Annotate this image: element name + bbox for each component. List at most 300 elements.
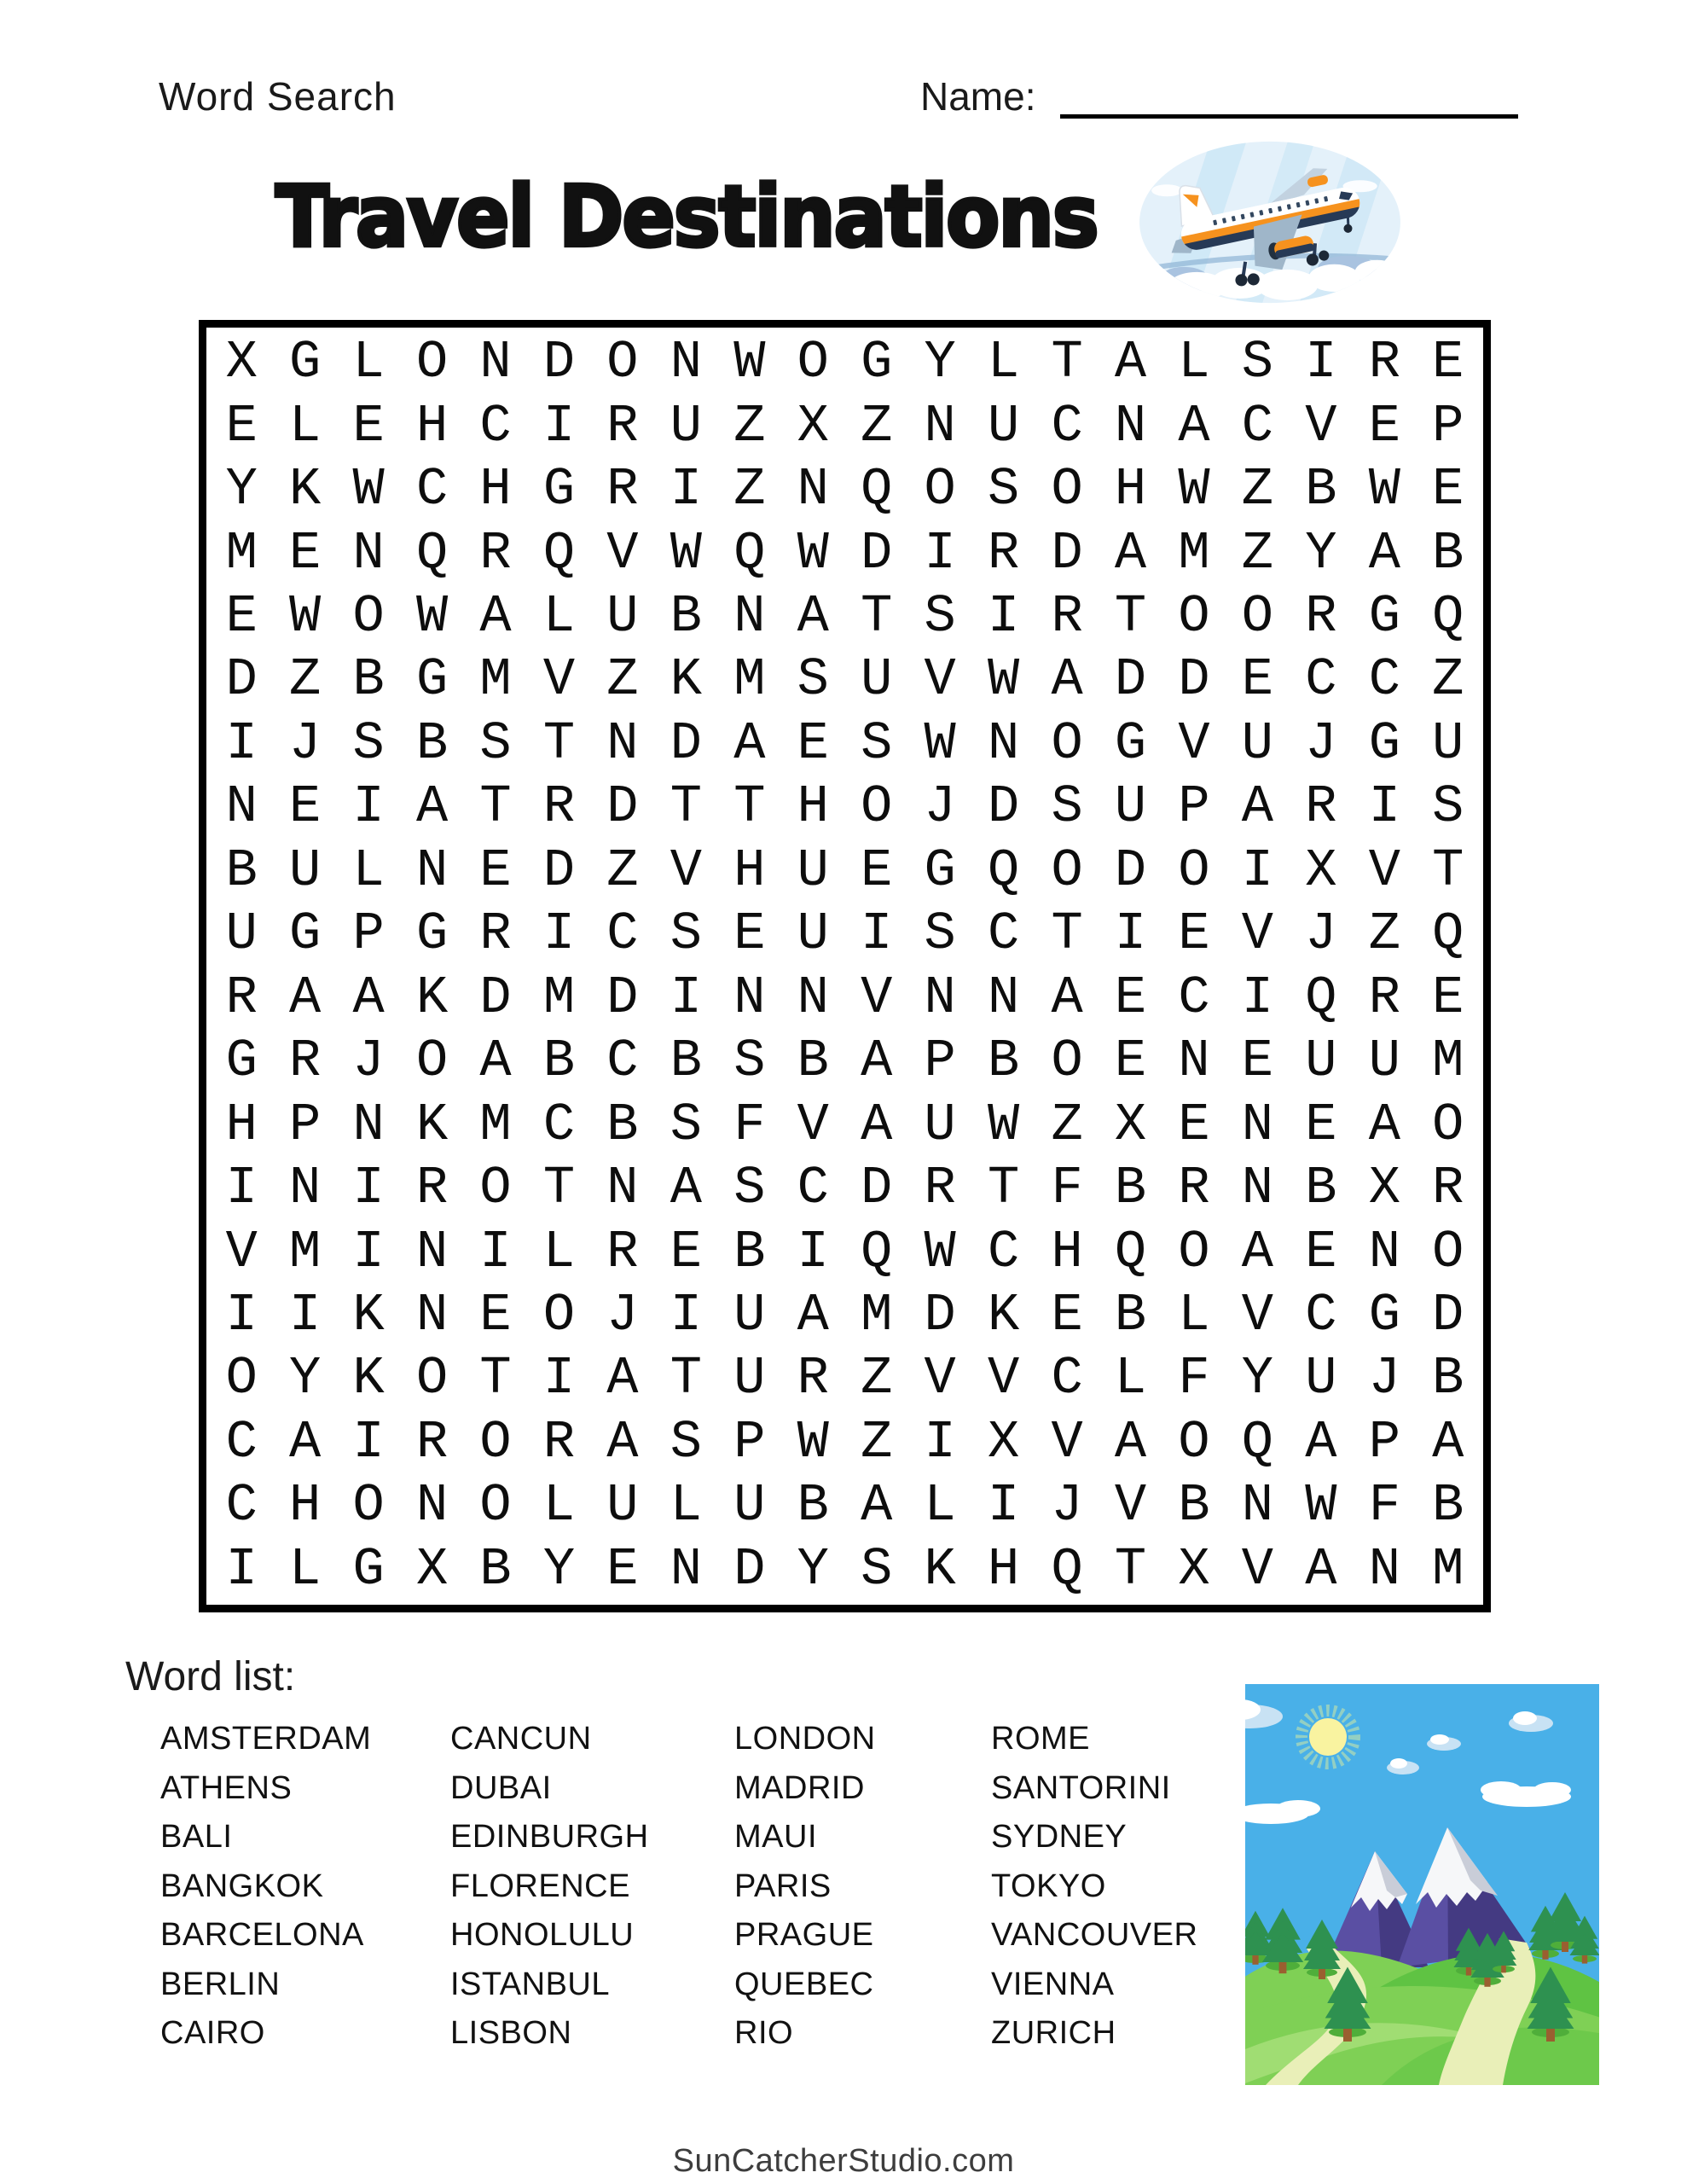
grid-cell: A	[1114, 522, 1147, 584]
word-list-item: PARIS	[734, 1867, 832, 1904]
grid-cell: Z	[606, 839, 639, 901]
word-list-item: ZURICH	[991, 2015, 1116, 2052]
grid-cell: Q	[1432, 586, 1464, 648]
grid-cell: M	[1432, 1031, 1464, 1092]
grid-cell: T	[670, 776, 702, 838]
grid-cell: A	[1114, 332, 1147, 393]
grid-cell: Q	[988, 839, 1020, 901]
grid-cell: W	[988, 1094, 1020, 1155]
grid-cell: I	[542, 903, 576, 965]
grid-cell: C	[1051, 1348, 1083, 1409]
grid-cell: B	[415, 712, 449, 774]
grid-cell: Z	[861, 1348, 893, 1409]
grid-cell: T	[1051, 332, 1083, 393]
grid-cell: T	[670, 1348, 702, 1409]
grid-cell: M	[542, 967, 576, 1028]
grid-cell: E	[670, 1221, 702, 1282]
grid-cell: G	[415, 903, 449, 965]
grid-cell: B	[1432, 1348, 1464, 1409]
grid-cell: M	[479, 1094, 512, 1155]
grid-cell: H	[289, 1475, 322, 1536]
grid-cell: Q	[415, 522, 449, 584]
grid-cell: D	[988, 776, 1020, 838]
grid-cell: J	[289, 712, 322, 774]
grid-cell: O	[415, 1348, 449, 1409]
grid-cell: O	[1241, 586, 1274, 648]
grid-cell: W	[1305, 1475, 1337, 1536]
grid-cell: I	[352, 1158, 385, 1219]
grid-cell: C	[988, 903, 1020, 965]
grid-cell: O	[924, 459, 956, 520]
word-list-item: QUEBEC	[734, 1966, 874, 2002]
grid-cell: V	[1114, 1475, 1147, 1536]
grid-cell: Q	[733, 522, 766, 584]
grid-cell: V	[924, 1348, 956, 1409]
grid-cell: D	[733, 1538, 766, 1600]
grid-cell: J	[352, 1031, 385, 1092]
grid-cell: Z	[1051, 1094, 1083, 1155]
grid-cell: D	[1114, 839, 1147, 901]
grid-cell: E	[352, 395, 385, 456]
grid-cell: E	[1305, 1221, 1337, 1282]
grid-cell: N	[733, 586, 766, 648]
grid-cell: N	[1241, 1475, 1274, 1536]
grid-cell: E	[1305, 1094, 1337, 1155]
grid-cell: O	[352, 1475, 385, 1536]
grid-cell: T	[988, 1158, 1020, 1219]
grid-cell: R	[415, 1411, 449, 1472]
grid-cell: W	[797, 522, 829, 584]
grid-cell: Y	[924, 332, 956, 393]
grid-cell: H	[479, 459, 512, 520]
grid-cell: E	[479, 839, 512, 901]
grid-cell: I	[1368, 776, 1400, 838]
grid-cell: S	[1432, 776, 1464, 838]
grid-cell: O	[415, 332, 449, 393]
grid-cell: X	[415, 1538, 449, 1600]
grid-cell: U	[988, 395, 1020, 456]
grid-cell: T	[733, 776, 766, 838]
grid-cell: V	[542, 649, 576, 711]
grid-cell: I	[542, 1348, 576, 1409]
grid-cell: A	[797, 586, 829, 648]
grid-cell: X	[988, 1411, 1020, 1472]
grid-cell: N	[415, 839, 449, 901]
grid-cell: L	[289, 1538, 322, 1600]
grid-cell: U	[1368, 1031, 1400, 1092]
grid-cell: Z	[1368, 903, 1400, 965]
grid-cell: U	[1305, 1348, 1337, 1409]
grid-cell: T	[1114, 586, 1147, 648]
grid-cell: R	[1178, 1158, 1210, 1219]
grid-cell: Z	[733, 459, 766, 520]
grid-cell: E	[289, 776, 322, 838]
grid-cell: A	[1432, 1411, 1464, 1472]
grid-cell: C	[1305, 1284, 1337, 1345]
word-list-item: PRAGUE	[734, 1917, 874, 1954]
grid-cell: C	[542, 1094, 576, 1155]
grid-cell: Q	[542, 522, 576, 584]
grid-cell: E	[1051, 1284, 1083, 1345]
word-list-item: BARCELONA	[160, 1917, 364, 1954]
grid-cell: C	[225, 1475, 258, 1536]
grid-cell: R	[225, 967, 258, 1028]
grid-cell: F	[1178, 1348, 1210, 1409]
grid-cell: T	[542, 712, 576, 774]
grid-cell: A	[797, 1284, 829, 1345]
grid-cell: E	[225, 586, 258, 648]
grid-cell: L	[924, 1475, 956, 1536]
grid-cell: Z	[861, 1411, 893, 1472]
grid-cell: A	[1051, 649, 1083, 711]
grid-cell: G	[1368, 586, 1400, 648]
grid-cell: I	[352, 1411, 385, 1472]
grid-cell: Q	[1432, 903, 1464, 965]
word-list-item: SYDNEY	[991, 1819, 1128, 1856]
grid-cell: G	[861, 332, 893, 393]
word-list-column-3	[734, 1715, 876, 2059]
grid-cell: O	[1051, 1031, 1083, 1092]
grid-cell: N	[988, 967, 1020, 1028]
grid-cell: Z	[606, 649, 639, 711]
grid-cell: U	[1432, 712, 1464, 774]
grid-cell: C	[606, 903, 639, 965]
grid-cell: T	[479, 776, 512, 838]
grid-cell: L	[1178, 332, 1210, 393]
grid-cell: C	[1241, 395, 1274, 456]
grid-cell: S	[797, 649, 829, 711]
grid-cell: H	[1114, 459, 1147, 520]
grid-cell: K	[352, 1348, 385, 1409]
grid-cell: X	[1114, 1094, 1147, 1155]
word-list-item: AMSTERDAM	[160, 1721, 372, 1757]
grid-cell: Q	[1305, 967, 1337, 1028]
grid-cell: O	[479, 1411, 512, 1472]
grid-cell: N	[1178, 1031, 1210, 1092]
grid-cell: O	[1432, 1221, 1464, 1282]
word-list-item: SANTORINI	[991, 1769, 1171, 1806]
grid-cell: L	[352, 839, 385, 901]
grid-cell: X	[1305, 839, 1337, 901]
grid-cell: N	[1241, 1094, 1274, 1155]
grid-cell: I	[797, 1221, 829, 1282]
grid-cell: F	[1368, 1475, 1400, 1536]
grid-cell: A	[289, 1411, 322, 1472]
grid-cell: U	[225, 903, 258, 965]
grid-cell: B	[1114, 1284, 1147, 1345]
grid-cell: U	[733, 1475, 766, 1536]
grid-cell: I	[542, 395, 576, 456]
grid-cell: D	[225, 649, 258, 711]
grid-cell: R	[1432, 1158, 1464, 1219]
grid-cell: S	[733, 1031, 766, 1092]
grid-cell: M	[225, 522, 258, 584]
grid-cell: O	[606, 332, 639, 393]
grid-cell: Y	[797, 1538, 829, 1600]
grid-cell: V	[1241, 1538, 1274, 1600]
grid-cell: D	[1432, 1284, 1464, 1345]
grid-cell: I	[225, 1284, 258, 1345]
grid-cell: N	[289, 1158, 322, 1219]
grid-cell: T	[861, 586, 893, 648]
grid-cell: W	[924, 712, 956, 774]
grid-cell: Y	[542, 1538, 576, 1600]
grid-cell: D	[606, 776, 639, 838]
grid-cell: S	[733, 1158, 766, 1219]
grid-cell: E	[733, 903, 766, 965]
grid-cell: V	[1241, 903, 1274, 965]
word-list-item: HONOLULU	[450, 1917, 635, 1954]
grid-cell: E	[861, 839, 893, 901]
grid-cell: W	[289, 586, 322, 648]
grid-cell: S	[352, 712, 385, 774]
grid-cell: K	[415, 967, 449, 1028]
grid-cell: A	[1305, 1538, 1337, 1600]
grid-cell: I	[352, 1221, 385, 1282]
grid-cell: A	[479, 1031, 512, 1092]
grid-cell: G	[924, 839, 956, 901]
grid-cell: W	[797, 1411, 829, 1472]
grid-cell: A	[670, 1158, 702, 1219]
grid-cell: U	[670, 395, 702, 456]
grid-cell: J	[1305, 712, 1337, 774]
grid-cell: N	[670, 332, 702, 393]
grid-cell: A	[1368, 1094, 1400, 1155]
grid-cell: H	[415, 395, 449, 456]
word-list-item: TOKYO	[991, 1867, 1106, 1904]
airplane-illustration	[1133, 138, 1407, 307]
grid-cell: N	[415, 1475, 449, 1536]
grid-cell: S	[670, 1094, 702, 1155]
word-list-item: LISBON	[450, 2015, 572, 2052]
word-list-item: CAIRO	[160, 2015, 265, 2052]
puzzle-title: Travel Destinations	[275, 167, 1098, 266]
grid-cell: N	[1114, 395, 1147, 456]
grid-cell: W	[670, 522, 702, 584]
grid-cell: J	[606, 1284, 639, 1345]
grid-cell: Y	[1241, 1348, 1274, 1409]
grid-cell: X	[225, 332, 258, 393]
grid-cell: Y	[1305, 522, 1337, 584]
grid-cell: R	[415, 1158, 449, 1219]
grid-cell: H	[988, 1538, 1020, 1600]
grid-cell: L	[542, 1221, 576, 1282]
grid-cell: N	[1368, 1538, 1400, 1600]
grid-cell: N	[352, 1094, 385, 1155]
grid-cell: J	[1305, 903, 1337, 965]
grid-cell: Z	[861, 395, 893, 456]
grid-cell: Q	[861, 459, 893, 520]
grid-cell: C	[988, 1221, 1020, 1282]
grid-cell: C	[1368, 649, 1400, 711]
word-list-item: VANCOUVER	[991, 1917, 1198, 1954]
grid-cell: I	[861, 903, 893, 965]
grid-cell: E	[1114, 1031, 1147, 1092]
grid-cell: D	[542, 332, 576, 393]
name-input-line	[1060, 77, 1518, 119]
grid-cell: B	[797, 1031, 829, 1092]
grid-cell: B	[479, 1538, 512, 1600]
grid-cell: B	[1305, 1158, 1337, 1219]
grid-cell: L	[542, 586, 576, 648]
grid-cell: E	[479, 1284, 512, 1345]
word-list-item: ISTANBUL	[450, 1966, 611, 2002]
grid-cell: L	[988, 332, 1020, 393]
grid-cell: W	[1368, 459, 1400, 520]
grid-cell: I	[924, 522, 956, 584]
grid-cell: A	[861, 1094, 893, 1155]
grid-cell: R	[542, 1411, 576, 1472]
grid-cell: O	[479, 1475, 512, 1536]
grid-cell: N	[733, 967, 766, 1028]
grid-cell: P	[924, 1031, 956, 1092]
grid-cell: F	[733, 1094, 766, 1155]
grid-cell: N	[797, 967, 829, 1028]
grid-cell: R	[606, 395, 639, 456]
grid-cell: X	[1368, 1158, 1400, 1219]
grid-cell: O	[797, 332, 829, 393]
grid-cell: D	[1051, 522, 1083, 584]
airplane-icon	[1133, 138, 1407, 307]
word-list-item: EDINBURGH	[450, 1819, 649, 1856]
grid-cell: A	[1178, 395, 1210, 456]
grid-cell: U	[924, 1094, 956, 1155]
grid-cell: S	[1051, 776, 1083, 838]
grid-cell: M	[289, 1221, 322, 1282]
grid-cell: O	[479, 1158, 512, 1219]
grid-cell: C	[1178, 967, 1210, 1028]
grid-cell: G	[415, 649, 449, 711]
word-list-item: BANGKOK	[160, 1867, 324, 1904]
grid-cell: R	[1051, 586, 1083, 648]
grid-cell: V	[1305, 395, 1337, 456]
grid-cell: I	[1241, 967, 1274, 1028]
grid-cell: R	[606, 459, 639, 520]
grid-cell: Z	[1241, 459, 1274, 520]
grid-cell: V	[1241, 1284, 1274, 1345]
grid-cell: A	[733, 712, 766, 774]
grid-cell: C	[479, 395, 512, 456]
grid-cell: O	[415, 1031, 449, 1092]
grid-cell: A	[1114, 1411, 1147, 1472]
grid-cell: Q	[861, 1221, 893, 1282]
grid-cell: Q	[1051, 1538, 1083, 1600]
grid-cell: U	[733, 1348, 766, 1409]
grid-cell: B	[670, 586, 702, 648]
grid-cell: T	[1432, 839, 1464, 901]
grid-cell: C	[606, 1031, 639, 1092]
grid-cell: I	[670, 967, 702, 1028]
grid-cell: Q	[1241, 1411, 1274, 1472]
grid-cell: K	[988, 1284, 1020, 1345]
word-list-item: ATHENS	[160, 1769, 293, 1806]
grid-cell: O	[542, 1284, 576, 1345]
grid-cell: R	[479, 522, 512, 584]
word-list-item: VIENNA	[991, 1966, 1115, 2002]
grid-cell: S	[670, 903, 702, 965]
grid-cell: R	[797, 1348, 829, 1409]
grid-cell: T	[1051, 903, 1083, 965]
grid-cell: B	[1114, 1158, 1147, 1219]
grid-cell: M	[479, 649, 512, 711]
grid-cell: N	[606, 1158, 639, 1219]
grid-cell: O	[1178, 1221, 1210, 1282]
grid-cell: E	[1114, 967, 1147, 1028]
grid-cell: B	[1432, 522, 1464, 584]
grid-cell: K	[415, 1094, 449, 1155]
grid-cell: V	[225, 1221, 258, 1282]
grid-cell: E	[797, 712, 829, 774]
grid-cell: E	[1178, 1094, 1210, 1155]
grid-cell: R	[542, 776, 576, 838]
grid-cell: O	[1178, 1411, 1210, 1472]
grid-cell: U	[606, 1475, 639, 1536]
grid-cell: N	[225, 776, 258, 838]
word-list-item: MADRID	[734, 1769, 865, 1806]
grid-cell: W	[415, 586, 449, 648]
grid-cell: B	[606, 1094, 639, 1155]
grid-cell: G	[352, 1538, 385, 1600]
grid-cell: M	[733, 649, 766, 711]
grid-cell: B	[1178, 1475, 1210, 1536]
grid-cell: G	[289, 903, 322, 965]
grid-cell: R	[289, 1031, 322, 1092]
word-list-column-1	[160, 1715, 371, 2059]
letter-grid	[199, 320, 1491, 1612]
grid-cell: Z	[1241, 522, 1274, 584]
grid-cell: A	[861, 1031, 893, 1092]
grid-cell: I	[988, 1475, 1020, 1536]
grid-cell: H	[797, 776, 829, 838]
grid-cell: O	[225, 1348, 258, 1409]
grid-cell: F	[1051, 1158, 1083, 1219]
grid-cell: P	[733, 1411, 766, 1472]
grid-cell: D	[606, 967, 639, 1028]
grid-cell: Z	[1432, 649, 1464, 711]
grid-cell: I	[225, 1538, 258, 1600]
grid-cell: U	[797, 839, 829, 901]
grid-cell: I	[924, 1411, 956, 1472]
grid-cell: A	[606, 1348, 639, 1409]
grid-cell: C	[1051, 395, 1083, 456]
grid-cell: E	[1368, 395, 1400, 456]
grid-cell: B	[988, 1031, 1020, 1092]
grid-cell: W	[924, 1221, 956, 1282]
grid-cell: I	[352, 776, 385, 838]
grid-cell: K	[670, 649, 702, 711]
word-list-column-4	[991, 1715, 1197, 2059]
grid-cell: U	[289, 839, 322, 901]
grid-cell: A	[1368, 522, 1400, 584]
grid-cell: E	[1432, 967, 1464, 1028]
grid-cell: R	[1305, 586, 1337, 648]
grid-cell: U	[1241, 712, 1274, 774]
grid-cell: D	[1114, 649, 1147, 711]
grid-cell: A	[606, 1411, 639, 1472]
grid-cell: S	[861, 1538, 893, 1600]
grid-cell: I	[670, 1284, 702, 1345]
grid-cell: K	[352, 1284, 385, 1345]
grid-cell: N	[352, 522, 385, 584]
grid-cell: G	[225, 1031, 258, 1092]
grid-cell: U	[861, 649, 893, 711]
grid-cell: G	[289, 332, 322, 393]
grid-cell: Y	[225, 459, 258, 520]
grid-cell: V	[670, 839, 702, 901]
grid-cell: C	[225, 1411, 258, 1472]
grid-cell: N	[988, 712, 1020, 774]
grid-cell: O	[1051, 712, 1083, 774]
